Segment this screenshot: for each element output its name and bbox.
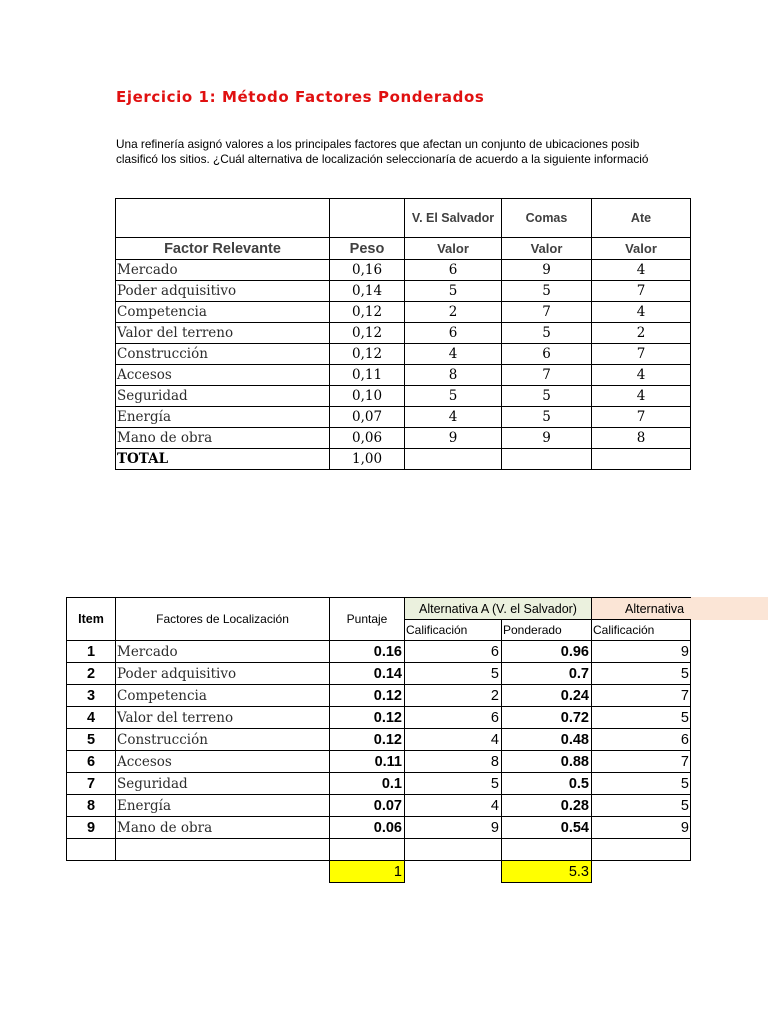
location-factor: Seguridad bbox=[116, 773, 330, 795]
factor-name: Energía bbox=[116, 407, 330, 428]
empty-cell bbox=[67, 861, 116, 883]
factor-name: Mercado bbox=[116, 260, 330, 281]
score-value: 0.16 bbox=[330, 641, 405, 663]
factor-name: Poder adquisitivo bbox=[116, 281, 330, 302]
item-number: 1 bbox=[67, 641, 116, 663]
location-factor: Mercado bbox=[116, 641, 330, 663]
value-el-salvador: 4 bbox=[405, 407, 502, 428]
rating-b-value: 5 bbox=[592, 773, 691, 795]
value-ate: 4 bbox=[592, 302, 691, 323]
rating-value: 5 bbox=[405, 773, 502, 795]
rating-b-value: 6 bbox=[592, 729, 691, 751]
rating-value: 5 bbox=[405, 663, 502, 685]
factor-row bbox=[116, 386, 691, 407]
value-header: Valor bbox=[502, 238, 592, 260]
rating-value: 4 bbox=[405, 795, 502, 817]
factor-row bbox=[116, 302, 691, 323]
empty-cell bbox=[592, 861, 691, 883]
item-number: 5 bbox=[67, 729, 116, 751]
rating-b-header: Calificación bbox=[592, 620, 691, 641]
item-number: 9 bbox=[67, 817, 116, 839]
empty-cell bbox=[116, 861, 330, 883]
weighted-row bbox=[67, 685, 691, 707]
empty-cell bbox=[592, 449, 691, 470]
item-header: Item bbox=[67, 598, 116, 641]
empty-cell bbox=[67, 839, 116, 861]
weighted-header: Ponderado bbox=[502, 620, 592, 641]
empty-cell bbox=[502, 839, 592, 861]
factor-name: Accesos bbox=[116, 365, 330, 386]
rating-value: 6 bbox=[405, 707, 502, 729]
value-comas: 6 bbox=[502, 344, 592, 365]
factor-name: Construcción bbox=[116, 344, 330, 365]
factors-table-body bbox=[116, 199, 691, 470]
value-comas: 5 bbox=[502, 281, 592, 302]
value-comas: 9 bbox=[502, 428, 592, 449]
total-weighted: 5.3 bbox=[502, 861, 592, 883]
alternative-a-header: Alternativa A (V. el Salvador) bbox=[405, 598, 592, 620]
item-number: 2 bbox=[67, 663, 116, 685]
weighted-score-table bbox=[66, 597, 691, 883]
location-factor: Mano de obra bbox=[116, 817, 330, 839]
empty-cell bbox=[405, 861, 502, 883]
total-row bbox=[116, 449, 691, 470]
value-el-salvador: 9 bbox=[405, 428, 502, 449]
weighted-header-row-1 bbox=[67, 598, 691, 620]
value-header: Valor bbox=[592, 238, 691, 260]
rating-b-value: 5 bbox=[592, 663, 691, 685]
value-ate: 2 bbox=[592, 323, 691, 344]
value-comas: 9 bbox=[502, 260, 592, 281]
total-weight: 1,00 bbox=[330, 449, 405, 470]
value-comas: 5 bbox=[502, 323, 592, 344]
rating-value: 2 bbox=[405, 685, 502, 707]
empty-cell bbox=[116, 839, 330, 861]
problem-line-1: Una refinería asignó valores a los principales factores que afectan un conjunto de ubicaciones posib bbox=[116, 137, 640, 151]
location-factor: Energía bbox=[116, 795, 330, 817]
value-header: Valor bbox=[405, 238, 502, 260]
rating-b-value: 7 bbox=[592, 685, 691, 707]
factor-row bbox=[116, 281, 691, 302]
empty-cell bbox=[330, 199, 405, 238]
factor-row bbox=[116, 428, 691, 449]
score-value: 0.12 bbox=[330, 729, 405, 751]
weight-header: Peso bbox=[330, 238, 405, 260]
factor-weight: 0,12 bbox=[330, 302, 405, 323]
factor-weight: 0,14 bbox=[330, 281, 405, 302]
empty-cell bbox=[592, 839, 691, 861]
factor-row bbox=[116, 365, 691, 386]
rating-b-value: 5 bbox=[592, 795, 691, 817]
weighted-value: 0.7 bbox=[502, 663, 592, 685]
factor-row bbox=[116, 260, 691, 281]
value-el-salvador: 5 bbox=[405, 281, 502, 302]
location-factor: Competencia bbox=[116, 685, 330, 707]
value-el-salvador: 5 bbox=[405, 386, 502, 407]
weighted-value: 0.48 bbox=[502, 729, 592, 751]
weighted-value: 0.24 bbox=[502, 685, 592, 707]
empty-cell bbox=[116, 199, 330, 238]
factor-row bbox=[116, 323, 691, 344]
rating-value: 8 bbox=[405, 751, 502, 773]
factor-weight: 0,11 bbox=[330, 365, 405, 386]
value-ate: 4 bbox=[592, 386, 691, 407]
weighted-row bbox=[67, 729, 691, 751]
weighted-value: 0.54 bbox=[502, 817, 592, 839]
sum-row bbox=[67, 861, 691, 883]
score-value: 0.11 bbox=[330, 751, 405, 773]
weighted-row bbox=[67, 795, 691, 817]
factor-row bbox=[116, 344, 691, 365]
value-ate: 7 bbox=[592, 344, 691, 365]
value-el-salvador: 4 bbox=[405, 344, 502, 365]
location-factor: Construcción bbox=[116, 729, 330, 751]
value-ate: 4 bbox=[592, 260, 691, 281]
rating-value: 4 bbox=[405, 729, 502, 751]
rating-b-value: 9 bbox=[592, 817, 691, 839]
factor-weight: 0,06 bbox=[330, 428, 405, 449]
value-comas: 5 bbox=[502, 407, 592, 428]
factor-weight: 0,10 bbox=[330, 386, 405, 407]
score-value: 0.1 bbox=[330, 773, 405, 795]
weighted-row bbox=[67, 707, 691, 729]
factor-weight: 0,12 bbox=[330, 344, 405, 365]
value-ate: 7 bbox=[592, 281, 691, 302]
weighted-value: 0.88 bbox=[502, 751, 592, 773]
factor-name: Competencia bbox=[116, 302, 330, 323]
factor-row bbox=[116, 407, 691, 428]
weighted-table-body bbox=[67, 598, 691, 883]
score-value: 0.06 bbox=[330, 817, 405, 839]
value-comas: 7 bbox=[502, 365, 592, 386]
location-factor: Poder adquisitivo bbox=[116, 663, 330, 685]
location-header: V. El Salvador bbox=[405, 199, 502, 238]
total-score: 1 bbox=[330, 861, 405, 883]
value-comas: 7 bbox=[502, 302, 592, 323]
score-value: 0.12 bbox=[330, 707, 405, 729]
empty-cell bbox=[405, 839, 502, 861]
score-value: 0.07 bbox=[330, 795, 405, 817]
item-number: 3 bbox=[67, 685, 116, 707]
rating-b-value: 9 bbox=[592, 641, 691, 663]
empty-cell bbox=[405, 449, 502, 470]
item-number: 7 bbox=[67, 773, 116, 795]
weighted-value: 0.28 bbox=[502, 795, 592, 817]
weighted-value: 0.72 bbox=[502, 707, 592, 729]
weighted-row bbox=[67, 641, 691, 663]
location-header: Ate bbox=[592, 199, 691, 238]
value-ate: 4 bbox=[592, 365, 691, 386]
rating-b-value: 5 bbox=[592, 707, 691, 729]
item-number: 6 bbox=[67, 751, 116, 773]
column-header-row bbox=[116, 238, 691, 260]
location-header-row bbox=[116, 199, 691, 238]
blank-row bbox=[67, 839, 691, 861]
factor-weight: 0,16 bbox=[330, 260, 405, 281]
weighted-row bbox=[67, 663, 691, 685]
factor-weight: 0,12 bbox=[330, 323, 405, 344]
value-ate: 7 bbox=[592, 407, 691, 428]
value-el-salvador: 8 bbox=[405, 365, 502, 386]
factor-name: Valor del terreno bbox=[116, 323, 330, 344]
score-header: Puntaje bbox=[330, 598, 405, 641]
problem-line-2: clasificó los sitios. ¿Cuál alternativa de localización seleccionaría de acuerdo a la siguiente informació bbox=[116, 152, 649, 166]
empty-cell bbox=[330, 839, 405, 861]
weighted-value: 0.96 bbox=[502, 641, 592, 663]
item-number: 8 bbox=[67, 795, 116, 817]
weighted-row bbox=[67, 751, 691, 773]
score-value: 0.12 bbox=[330, 685, 405, 707]
location-factor: Valor del terreno bbox=[116, 707, 330, 729]
rating-b-value: 7 bbox=[592, 751, 691, 773]
location-header: Comas bbox=[502, 199, 592, 238]
location-factor: Accesos bbox=[116, 751, 330, 773]
score-value: 0.14 bbox=[330, 663, 405, 685]
empty-cell bbox=[502, 449, 592, 470]
value-comas: 5 bbox=[502, 386, 592, 407]
value-el-salvador: 6 bbox=[405, 323, 502, 344]
alternative-b-header: Alternativa bbox=[592, 598, 691, 620]
factors-table bbox=[115, 198, 691, 470]
factor-weight: 0,07 bbox=[330, 407, 405, 428]
weighted-row bbox=[67, 817, 691, 839]
problem-statement bbox=[116, 137, 690, 167]
factor-name: Seguridad bbox=[116, 386, 330, 407]
value-el-salvador: 6 bbox=[405, 260, 502, 281]
weighted-row bbox=[67, 773, 691, 795]
rating-value: 9 bbox=[405, 817, 502, 839]
rating-value: 6 bbox=[405, 641, 502, 663]
value-ate: 8 bbox=[592, 428, 691, 449]
item-number: 4 bbox=[67, 707, 116, 729]
factor-header: Factor Relevante bbox=[116, 238, 330, 260]
value-el-salvador: 2 bbox=[405, 302, 502, 323]
rating-header: Calificación bbox=[405, 620, 502, 641]
location-factors-header: Factores de Localización bbox=[116, 598, 330, 641]
total-label: TOTAL bbox=[116, 449, 330, 470]
weighted-value: 0.5 bbox=[502, 773, 592, 795]
exercise-title: Ejercicio 1: Método Factores Ponderados bbox=[116, 88, 485, 106]
factor-name: Mano de obra bbox=[116, 428, 330, 449]
